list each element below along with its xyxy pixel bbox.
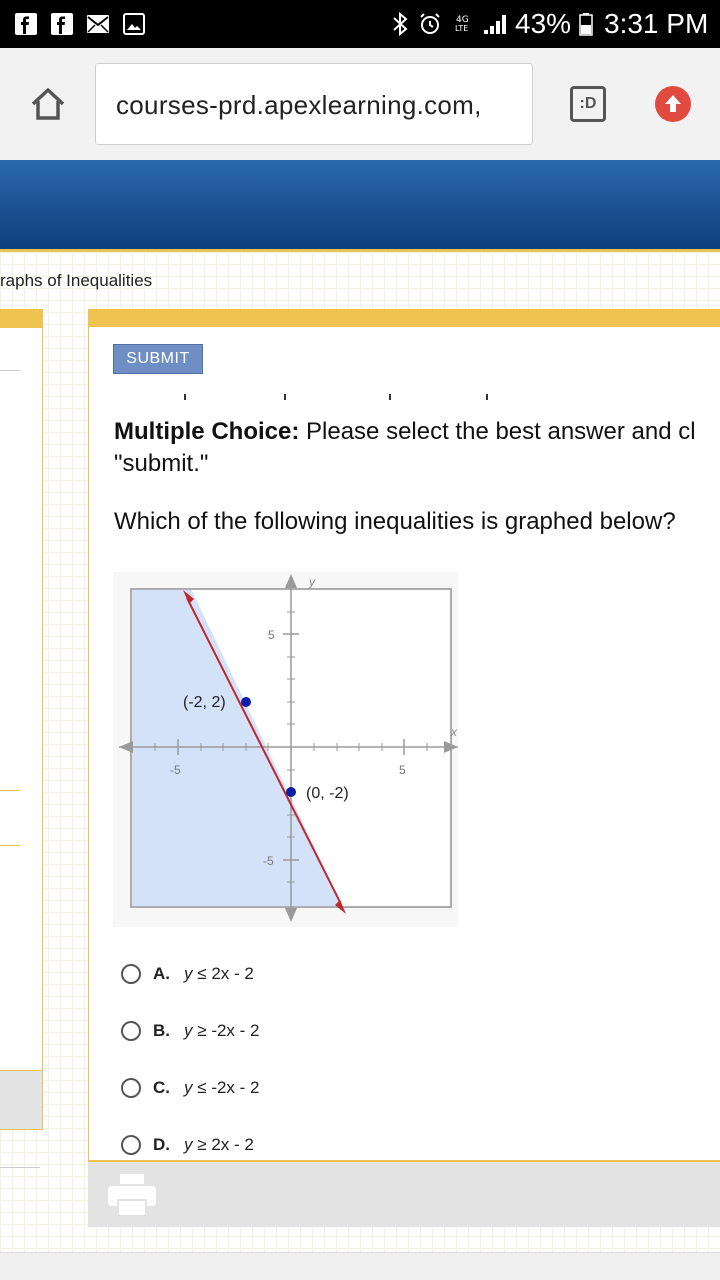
choice-symbol: ≤ (197, 1078, 207, 1097)
upload-icon[interactable] (655, 86, 691, 122)
choice-symbol: ≥ (197, 1135, 207, 1154)
choice-variable: y (184, 1135, 193, 1154)
status-bar (0, 0, 720, 48)
choice-expression: 2x - 2 (211, 1135, 254, 1154)
question-card (88, 309, 720, 1227)
choice-letter: B. (153, 1021, 170, 1040)
mail-icon (86, 12, 110, 36)
tick-label-x-pos5: 5 (399, 763, 406, 777)
bluetooth-icon (390, 12, 410, 36)
browser-toolbar (0, 48, 720, 160)
radio-button[interactable] (121, 1135, 141, 1155)
radio-button[interactable] (121, 1078, 141, 1098)
battery-icon (578, 12, 594, 36)
card-header (89, 309, 720, 327)
choice-symbol: ≤ (197, 964, 207, 983)
bottom-bar (0, 1252, 720, 1280)
svg-text:LTE: LTE (455, 24, 469, 33)
choice-letter: D. (153, 1135, 170, 1154)
choice-d[interactable] (121, 1133, 254, 1157)
choice-b[interactable] (121, 1019, 260, 1043)
question-text: Which of the following inequalities is graphed below? (114, 508, 676, 535)
point-label-2: (0, -2) (306, 785, 349, 802)
battery-percent: 43% (515, 8, 572, 39)
divider (0, 790, 20, 791)
facebook-icon (14, 12, 38, 36)
inequality-graph (113, 572, 458, 927)
site-header-band (0, 160, 720, 252)
mc-label: Multiple Choice: (114, 418, 300, 445)
page-content (0, 252, 720, 1280)
image-icon (122, 12, 146, 36)
tab-switcher-label: :D (579, 95, 597, 112)
divider (0, 370, 20, 371)
hidden-text-fragment (184, 394, 484, 400)
card-footer (88, 1160, 720, 1227)
y-axis-label: y (309, 575, 315, 589)
divider (0, 845, 20, 846)
choice-symbol: ≥ (197, 1021, 207, 1040)
choice-expression: -2x - 2 (211, 1078, 260, 1097)
home-icon[interactable] (28, 84, 68, 124)
clock: 3:31 PM (604, 8, 709, 39)
tick-label-x-neg5: -5 (170, 763, 181, 777)
choice-variable: y (184, 964, 193, 983)
mc-instruction: Please select the best answer and cl (299, 418, 696, 445)
choice-a[interactable] (121, 962, 254, 986)
choice-variable: y (184, 1021, 193, 1040)
breadcrumb: raphs of Inequalities (0, 271, 153, 290)
radio-button[interactable] (121, 1021, 141, 1041)
choice-c[interactable] (121, 1076, 260, 1100)
point-marker (286, 787, 296, 797)
divider (0, 1167, 40, 1168)
radio-button[interactable] (121, 964, 141, 984)
signal-icon (482, 12, 510, 36)
facebook-icon (50, 12, 74, 36)
tick-label-y-pos5: 5 (268, 628, 275, 642)
tab-switcher-button[interactable] (570, 86, 606, 122)
alarm-icon (418, 12, 442, 36)
x-axis-label: x (451, 725, 457, 739)
choice-expression: 2x - 2 (211, 964, 254, 983)
choice-variable: y (184, 1078, 193, 1097)
left-panel-footer (0, 1070, 43, 1130)
mc-instruction-line2: "submit." (114, 450, 209, 477)
point-marker (241, 697, 251, 707)
left-panel (0, 309, 43, 1129)
tick-label-y-neg5: -5 (263, 854, 274, 868)
lte-icon (454, 12, 474, 36)
url-bar[interactable] (95, 63, 533, 145)
submit-button[interactable]: SUBMIT (113, 344, 203, 374)
choice-expression: -2x - 2 (211, 1021, 260, 1040)
svg-text:4G: 4G (456, 15, 469, 25)
left-panel-header (0, 310, 42, 328)
print-icon[interactable] (108, 1174, 156, 1216)
choice-letter: A. (153, 964, 170, 983)
instructions (114, 416, 720, 480)
point-label-1: (-2, 2) (183, 694, 226, 711)
choice-letter: C. (153, 1078, 170, 1097)
url-text: courses-prd.apexlearning.com, (116, 90, 482, 120)
